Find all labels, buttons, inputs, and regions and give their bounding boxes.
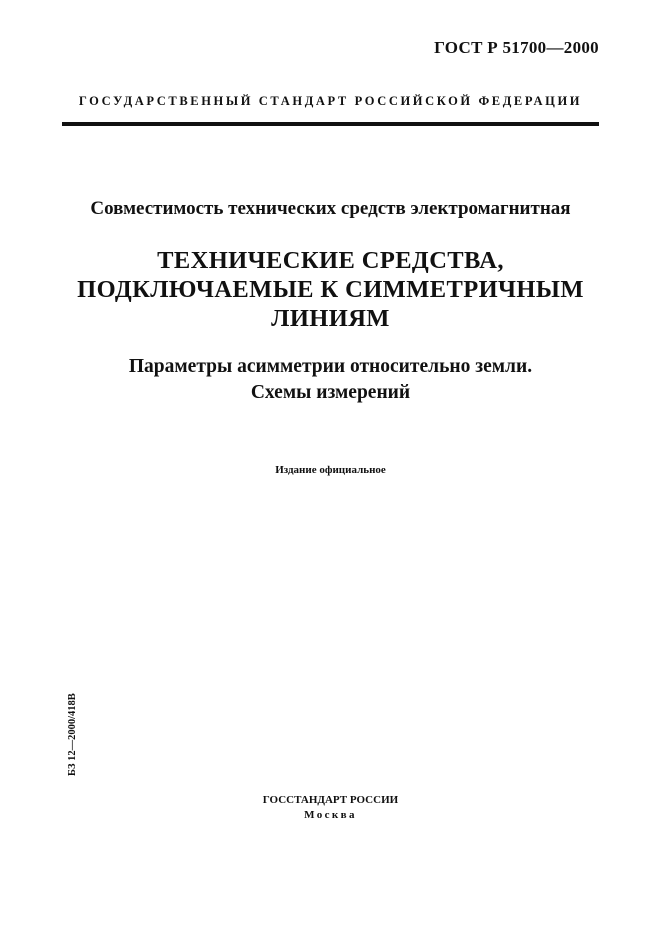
main-title-line: ПОДКЛЮЧАЕМЫЕ К СИММЕТРИЧНЫМ xyxy=(77,276,584,303)
document-code: ГОСТ Р 51700—2000 xyxy=(434,38,599,57)
main-title xyxy=(30,246,631,333)
standard-header: ГОСУДАРСТВЕННЫЙ СТАНДАРТ РОССИЙСКОЙ ФЕДЕРАЦИИ xyxy=(78,94,583,108)
header-divider xyxy=(62,122,599,126)
main-title-line: ЛИНИЯМ xyxy=(271,305,390,332)
publisher-block xyxy=(30,793,631,823)
side-code: БЗ 12—2000/418В xyxy=(67,693,78,776)
publisher-name: ГОССТАНДАРТ РОССИИ xyxy=(262,794,399,806)
subtitle-line: Параметры асимметрии относительно земли. xyxy=(128,356,533,377)
section-title: Совместимость технических средств электромагнитная xyxy=(90,198,571,219)
subtitle xyxy=(30,354,631,406)
subtitle-line: Схемы измерений xyxy=(250,382,411,403)
publisher-city: Москва xyxy=(304,809,357,821)
main-title-line: ТЕХНИЧЕСКИЕ СРЕДСТВА, xyxy=(157,247,504,274)
edition-label: Издание официальное xyxy=(275,464,386,476)
